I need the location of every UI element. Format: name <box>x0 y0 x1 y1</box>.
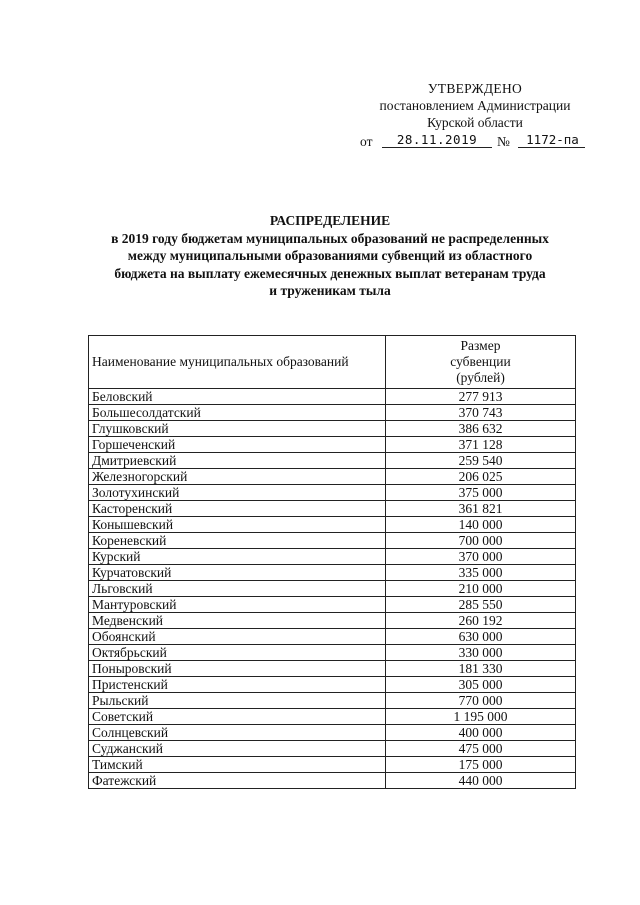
municipality-name: Медвенский <box>89 613 386 629</box>
municipality-name: Горшеченский <box>89 437 386 453</box>
approval-line-1: постановлением Администрации <box>379 98 571 113</box>
subvention-amount: 260 192 <box>386 613 576 629</box>
municipality-name: Дмитриевский <box>89 453 386 469</box>
municipality-name: Рыльский <box>89 693 386 709</box>
table-row <box>89 613 576 629</box>
subvention-amount: 285 550 <box>386 597 576 613</box>
table-row <box>89 629 576 645</box>
municipality-name: Мантуровский <box>89 597 386 613</box>
municipality-name: Советский <box>89 709 386 725</box>
table-row <box>89 421 576 437</box>
subvention-amount: 440 000 <box>386 773 576 789</box>
subvention-amount: 175 000 <box>386 757 576 773</box>
municipality-name: Кореневский <box>89 533 386 549</box>
approval-block <box>350 80 600 149</box>
order-reference <box>360 131 605 151</box>
column-header-amount <box>386 336 576 389</box>
amount-header-line-3: (рублей) <box>456 370 505 385</box>
order-number-label: № <box>497 134 510 149</box>
subvention-amount: 370 000 <box>386 549 576 565</box>
subvention-amount: 259 540 <box>386 453 576 469</box>
title-line-3: между муниципальными образованиями субвенций из областного <box>127 248 533 263</box>
approval-line-2: Курской области <box>427 115 523 130</box>
municipality-name: Тимский <box>89 757 386 773</box>
table-row <box>89 757 576 773</box>
subvention-amount: 277 913 <box>386 389 576 405</box>
table-row <box>89 645 576 661</box>
municipality-name: Большесолдатский <box>89 405 386 421</box>
municipality-name: Курчатовский <box>89 565 386 581</box>
subvention-amount: 1 195 000 <box>386 709 576 725</box>
order-date: 28.11.2019 <box>382 131 492 148</box>
municipality-name: Фатежский <box>89 773 386 789</box>
table-row <box>89 677 576 693</box>
municipality-name: Солнцевский <box>89 725 386 741</box>
municipality-name: Поныровский <box>89 661 386 677</box>
subvention-amount: 375 000 <box>386 485 576 501</box>
table-row <box>89 405 576 421</box>
table-row <box>89 565 576 581</box>
table-row <box>89 581 576 597</box>
table-row <box>89 725 576 741</box>
subvention-amount: 330 000 <box>386 645 576 661</box>
table-row <box>89 709 576 725</box>
table-row <box>89 453 576 469</box>
document-title <box>80 212 580 300</box>
municipality-name: Беловский <box>89 389 386 405</box>
column-header-name: Наименование муниципальных образований <box>89 336 386 389</box>
title-line-2: в 2019 году бюджетам муниципальных образований не распределенных <box>111 230 549 246</box>
table-row <box>89 661 576 677</box>
municipality-name: Пристенский <box>89 677 386 693</box>
municipality-name: Конышевский <box>89 517 386 533</box>
subvention-amount: 370 743 <box>386 405 576 421</box>
municipality-name: Курский <box>89 549 386 565</box>
subvention-amount: 206 025 <box>386 469 576 485</box>
municipality-name: Касторенский <box>89 501 386 517</box>
subvention-amount: 371 128 <box>386 437 576 453</box>
subvention-amount: 335 000 <box>386 565 576 581</box>
table-row <box>89 437 576 453</box>
table-row <box>89 773 576 789</box>
distribution-table <box>88 335 576 789</box>
subvention-amount: 210 000 <box>386 581 576 597</box>
subvention-amount: 140 000 <box>386 517 576 533</box>
subvention-amount: 305 000 <box>386 677 576 693</box>
subvention-amount: 475 000 <box>386 741 576 757</box>
subvention-amount: 400 000 <box>386 725 576 741</box>
table-row <box>89 693 576 709</box>
table-row <box>89 517 576 533</box>
table-row <box>89 549 576 565</box>
municipality-name: Суджанский <box>89 741 386 757</box>
municipality-name: Октябрьский <box>89 645 386 661</box>
approval-heading: УТВЕРЖДЕНО <box>427 81 523 96</box>
amount-header-line-1: Размер <box>460 338 501 353</box>
municipality-name: Льговский <box>89 581 386 597</box>
subvention-amount: 361 821 <box>386 501 576 517</box>
subvention-amount: 181 330 <box>386 661 576 677</box>
subvention-amount: 770 000 <box>386 693 576 709</box>
table-header-row <box>89 336 576 389</box>
order-from-label: от <box>360 134 373 149</box>
title-line-5: и труженикам тыла <box>269 283 391 298</box>
table-row <box>89 597 576 613</box>
municipality-name: Обоянский <box>89 629 386 645</box>
title-line-1: РАСПРЕДЕЛЕНИЕ <box>269 213 391 228</box>
table-row <box>89 741 576 757</box>
municipality-name: Железногорский <box>89 469 386 485</box>
table-row <box>89 485 576 501</box>
title-line-4: бюджета на выплату ежемесячных денежных выплат ветеранам труда <box>114 265 546 281</box>
table-row <box>89 501 576 517</box>
order-number: 1172-па <box>518 131 585 148</box>
subvention-amount: 700 000 <box>386 533 576 549</box>
municipality-name: Глушковский <box>89 421 386 437</box>
table-row <box>89 389 576 405</box>
subvention-amount: 630 000 <box>386 629 576 645</box>
table-row <box>89 469 576 485</box>
amount-header-line-2: субвенции <box>450 354 511 369</box>
table-row <box>89 533 576 549</box>
municipality-name: Золотухинский <box>89 485 386 501</box>
subvention-amount: 386 632 <box>386 421 576 437</box>
